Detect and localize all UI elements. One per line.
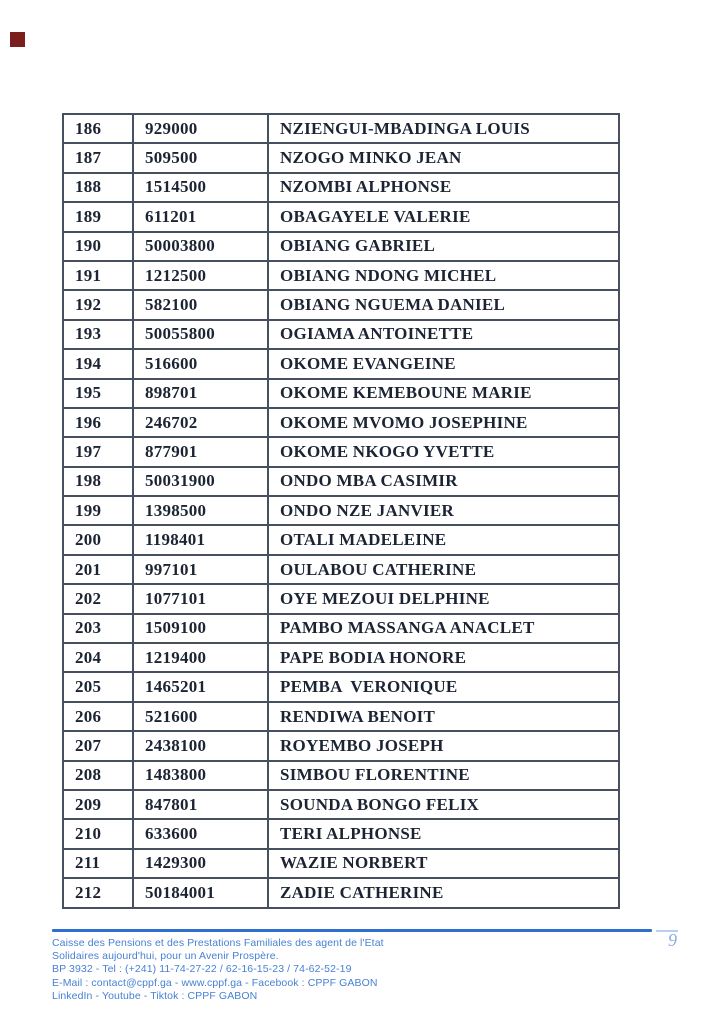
beneficiary-name: ROYEMBO JOSEPH [268,731,619,760]
pension-id: 898701 [133,379,268,408]
table-row [63,731,619,760]
row-number: 200 [63,525,133,554]
table-row [63,614,619,643]
row-number: 208 [63,761,133,790]
row-number: 197 [63,437,133,466]
beneficiary-name: ZADIE CATHERINE [268,878,619,907]
beneficiary-name: OKOME KEMEBOUNE MARIE [268,379,619,408]
row-number: 206 [63,702,133,731]
table-row [63,555,619,584]
row-number: 199 [63,496,133,525]
table-row [63,849,619,878]
table-row [63,467,619,496]
beneficiary-table-body [63,114,619,908]
pension-id: 877901 [133,437,268,466]
pension-id: 50031900 [133,467,268,496]
pension-id: 633600 [133,819,268,848]
row-number: 212 [63,878,133,907]
footer-email-line: E-Mail : contact@cppf.ga - www.cppf.ga - Facebook : CPPF GABON [52,976,378,989]
pension-id: 1398500 [133,496,268,525]
table-row [63,643,619,672]
table-row [63,702,619,731]
pension-id: 997101 [133,555,268,584]
beneficiary-name: OGIAMA ANTOINETTE [268,320,619,349]
pension-id: 929000 [133,114,268,143]
row-number: 204 [63,643,133,672]
table-row [63,202,619,231]
beneficiary-name: OKOME MVOMO JOSEPHINE [268,408,619,437]
row-number: 196 [63,408,133,437]
row-number: 189 [63,202,133,231]
table-row [63,261,619,290]
beneficiary-name: TERI ALPHONSE [268,819,619,848]
table-row [63,143,619,172]
pension-id: 516600 [133,349,268,378]
row-number: 192 [63,290,133,319]
table-row [63,819,619,848]
beneficiary-name: NZOMBI ALPHONSE [268,173,619,202]
row-number: 198 [63,467,133,496]
beneficiary-name: ONDO NZE JANVIER [268,496,619,525]
beneficiary-name: OYE MEZOUI DELPHINE [268,584,619,613]
table-row [63,379,619,408]
row-number: 187 [63,143,133,172]
beneficiary-name: SOUNDA BONGO FELIX [268,790,619,819]
row-number: 201 [63,555,133,584]
pension-id: 1509100 [133,614,268,643]
row-number: 210 [63,819,133,848]
table-row [63,878,619,907]
beneficiary-name: SIMBOU FLORENTINE [268,761,619,790]
row-number: 193 [63,320,133,349]
table-row [63,584,619,613]
beneficiary-name: RENDIWA BENOIT [268,702,619,731]
row-number: 202 [63,584,133,613]
beneficiary-name: OBAGAYELE VALERIE [268,202,619,231]
row-number: 195 [63,379,133,408]
pension-id: 1212500 [133,261,268,290]
beneficiary-name: OBIANG NDONG MICHEL [268,261,619,290]
footer-social-line: LinkedIn - Youtube - Tiktok : CPPF GABON [52,989,258,1002]
beneficiary-name: OTALI MADELEINE [268,525,619,554]
beneficiary-name: PAMBO MASSANGA ANACLET [268,614,619,643]
footer-divider-line [52,929,652,932]
footer-org-name: Caisse des Pensions et des Prestations Familiales des agent de l'Etat [52,937,384,949]
table-row [63,437,619,466]
row-number: 205 [63,672,133,701]
table-row [63,761,619,790]
pension-id: 521600 [133,702,268,731]
corner-marker [10,32,25,47]
table-row [63,320,619,349]
page-number: 9 [668,930,677,950]
table-row [63,496,619,525]
row-number: 188 [63,173,133,202]
pension-id: 847801 [133,790,268,819]
pension-id: 50184001 [133,878,268,907]
row-number: 190 [63,232,133,261]
beneficiary-table-container [62,113,620,909]
row-number: 203 [63,614,133,643]
beneficiary-name: OBIANG GABRIEL [268,232,619,261]
beneficiary-name: PEMBA VERONIQUE [268,672,619,701]
table-row [63,232,619,261]
table-row [63,408,619,437]
table-row [63,290,619,319]
pension-id: 1429300 [133,849,268,878]
pension-id: 1198401 [133,525,268,554]
beneficiary-name: WAZIE NORBERT [268,849,619,878]
beneficiary-name: OBIANG NGUEMA DANIEL [268,290,619,319]
footer-phone-line: BP 3932 - Tel : (+241) 11-74-27-22 / 62-16-15-23 / 74-62-52-19 [52,963,352,976]
beneficiary-table [62,113,620,909]
beneficiary-name: NZIENGUI-MBADINGA LOUIS [268,114,619,143]
pension-id: 1514500 [133,173,268,202]
table-row [63,525,619,554]
pension-id: 509500 [133,143,268,172]
beneficiary-name: OKOME EVANGEINE [268,349,619,378]
row-number: 207 [63,731,133,760]
beneficiary-name: PAPE BODIA HONORE [268,643,619,672]
pension-id: 611201 [133,202,268,231]
pension-id: 582100 [133,290,268,319]
beneficiary-name: ONDO MBA CASIMIR [268,467,619,496]
pension-id: 1219400 [133,643,268,672]
row-number: 211 [63,849,133,878]
row-number: 191 [63,261,133,290]
pension-id: 1483800 [133,761,268,790]
row-number: 209 [63,790,133,819]
beneficiary-name: OKOME NKOGO YVETTE [268,437,619,466]
pension-id: 246702 [133,408,268,437]
footer-contact-block [52,937,612,1003]
table-row [63,790,619,819]
table-row [63,114,619,143]
row-number: 194 [63,349,133,378]
table-row [63,173,619,202]
table-row [63,349,619,378]
beneficiary-name: NZOGO MINKO JEAN [268,143,619,172]
beneficiary-name: OULABOU CATHERINE [268,555,619,584]
table-row [63,672,619,701]
pension-id: 50003800 [133,232,268,261]
pension-id: 2438100 [133,731,268,760]
footer-slogan: Solidaires aujourd'hui, pour un Avenir Prospère. [52,950,279,963]
row-number: 186 [63,114,133,143]
pension-id: 50055800 [133,320,268,349]
pension-id: 1077101 [133,584,268,613]
pension-id: 1465201 [133,672,268,701]
